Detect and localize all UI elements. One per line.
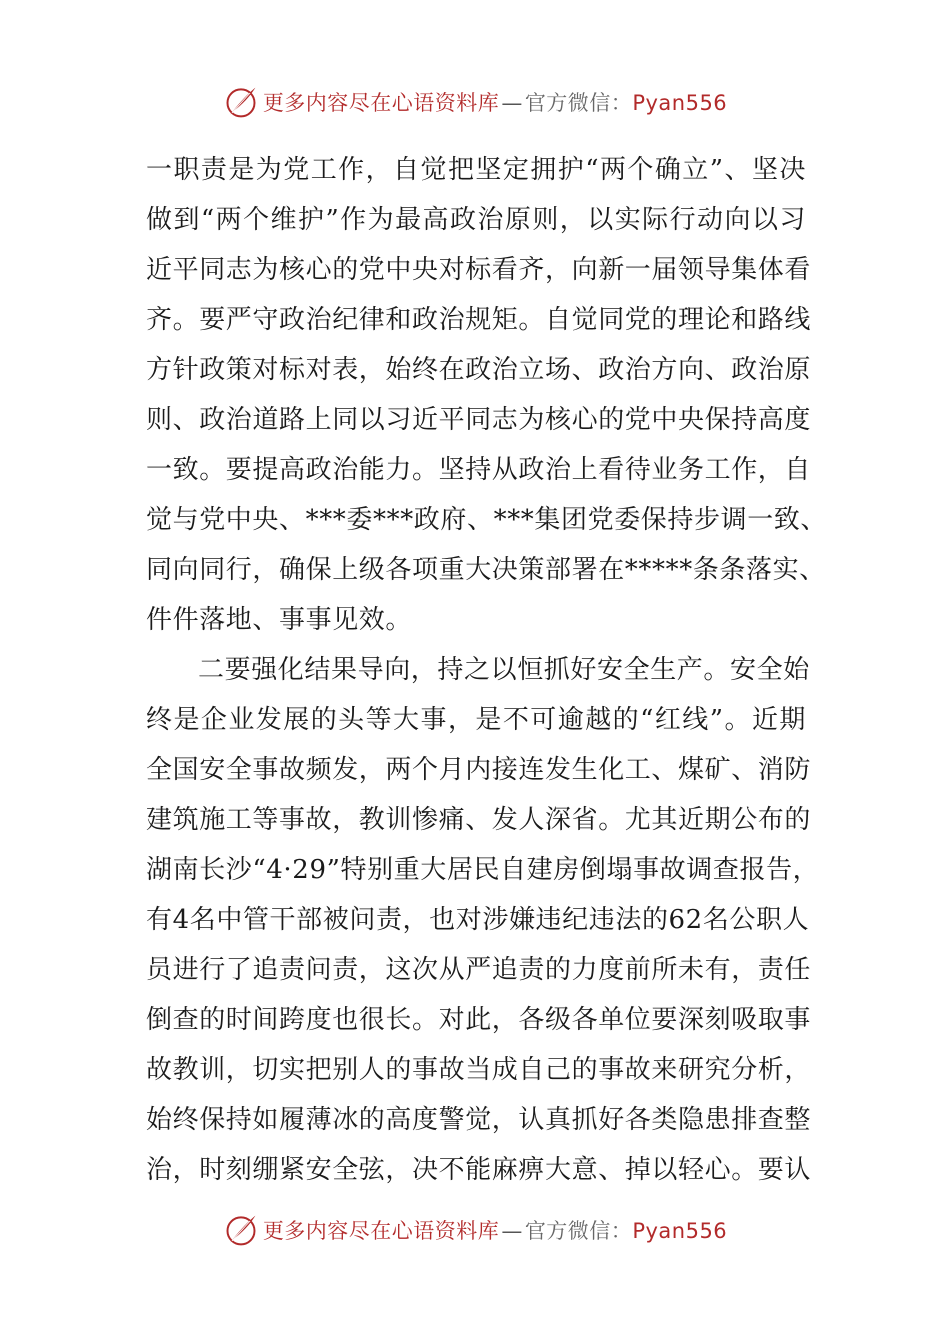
body-line: 始终保持如履薄冰的高度警觉，认真抓好各类隐患排查整 bbox=[146, 1105, 812, 1135]
footer-wechat-id: Pyan556 bbox=[632, 1219, 728, 1243]
footer-wechat-label: 官方微信： bbox=[524, 1219, 633, 1243]
body-line: 方针政策对标对表，始终在政治立场、政治方向、政治原 bbox=[146, 355, 812, 385]
body-line: 一致。要提高政治能力。坚持从政治上看待业务工作，自 bbox=[146, 455, 812, 485]
header-site-text: 更多内容尽在心语资料库 bbox=[262, 91, 500, 115]
body-line: 治，时刻绷紧安全弦，决不能麻痹大意、掉以轻心。要认 bbox=[146, 1155, 812, 1185]
header-banner-text bbox=[263, 87, 727, 117]
body-line: 觉与党中央、***委***政府、***集团党委保持步调一致、 bbox=[146, 505, 828, 535]
body-line: 全国安全事故频发，两个月内接连发生化工、煤矿、消防 bbox=[146, 755, 812, 785]
body-line: 齐。要严守政治纪律和政治规矩。自觉同党的理论和路线 bbox=[146, 305, 812, 335]
footer-banner-text bbox=[263, 1215, 727, 1245]
body-line: 近平同志为核心的党中央对标看齐，向新一届领导集体看 bbox=[146, 255, 812, 285]
document-body bbox=[146, 145, 828, 1195]
header-banner bbox=[0, 82, 950, 122]
body-line: 建筑施工等事故，教训惨痛、发人深省。尤其近期公布的 bbox=[146, 805, 812, 835]
body-line: 同向同行，确保上级各项重大决策部署在*****条条落实、 bbox=[146, 555, 826, 585]
footer-separator: — bbox=[501, 1219, 523, 1243]
body-line: 做到“两个维护”作为最高政治原则，以实际行动向以习 bbox=[146, 205, 806, 235]
footer-banner bbox=[0, 1210, 950, 1250]
quill-logo-icon bbox=[223, 1212, 259, 1248]
body-line: 一职责是为党工作，自觉把坚定拥护“两个确立”、坚决 bbox=[146, 155, 806, 185]
body-line: 则、政治道路上同以习近平同志为核心的党中央保持高度 bbox=[146, 405, 812, 435]
header-wechat-id: Pyan556 bbox=[632, 91, 728, 115]
body-line: 倒查的时间跨度也很长。对此，各级各单位要深刻吸取事 bbox=[146, 1005, 812, 1035]
paragraph-start-line: 二要强化结果导向，持之以恒抓好安全生产。安全始 bbox=[198, 655, 810, 685]
body-line: 湖南长沙“4·29”特别重大居民自建房倒塌事故调查报告， bbox=[146, 855, 820, 885]
quill-logo-icon bbox=[223, 84, 259, 120]
body-line: 件件落地、事事见效。 bbox=[146, 605, 413, 635]
header-separator: — bbox=[501, 91, 523, 115]
body-line: 终是企业发展的头等大事，是不可逾越的“红线”。近期 bbox=[146, 705, 806, 735]
body-line: 有4名中管干部被问责，也对涉嫌违纪违法的62名公职人 bbox=[146, 905, 810, 935]
header-wechat-label: 官方微信： bbox=[524, 91, 633, 115]
body-line: 故教训，切实把别人的事故当成自己的事故来研究分析， bbox=[146, 1055, 812, 1085]
footer-site-text: 更多内容尽在心语资料库 bbox=[262, 1219, 500, 1243]
body-line: 员进行了追责问责，这次从严追责的力度前所未有，责任 bbox=[146, 955, 812, 985]
